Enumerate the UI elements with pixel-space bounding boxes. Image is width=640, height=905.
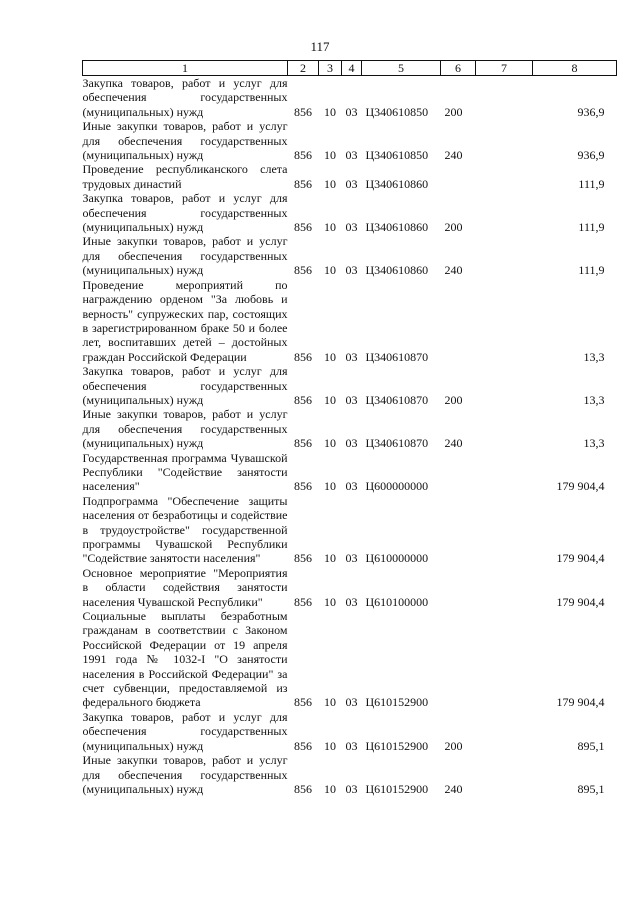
table-row xyxy=(83,191,617,234)
row-expense-type xyxy=(441,609,476,710)
row-target-article: Ц340610870 xyxy=(365,436,429,451)
row-subsection: 03 xyxy=(345,104,358,119)
row-subsection: 03 xyxy=(345,781,358,796)
row-ministry-code: 856 xyxy=(294,695,312,710)
row-name: Закупка товаров, работ и услуг для обеспечения государственных (муниципальных) нужд xyxy=(82,191,288,235)
row-ministry-code: 856 xyxy=(294,349,312,364)
row-target-article: Ц610152900 xyxy=(365,781,429,796)
row-expense-type xyxy=(441,566,476,609)
header-col-1: 1 xyxy=(83,61,288,76)
row-amount: 111,9 xyxy=(578,263,605,278)
row-expense-type: 200 xyxy=(444,220,463,235)
row-section: 10 xyxy=(324,148,336,163)
row-subsection: 03 xyxy=(345,738,358,753)
table-row xyxy=(83,364,617,407)
row-target-article: Ц610152900 xyxy=(365,738,429,753)
row-subsection: 03 xyxy=(345,551,358,566)
row-amount: 936,9 xyxy=(577,148,605,163)
row-amount: 895,1 xyxy=(577,781,605,796)
row-ministry-code: 856 xyxy=(294,104,312,119)
row-amount: 179 904,4 xyxy=(556,594,605,609)
row-target-article: Ц610000000 xyxy=(365,551,429,566)
row-name: Закупка товаров, работ и услуг для обеспечения государственных (муниципальных) нужд xyxy=(82,364,288,407)
row-name: Проведение мероприятий по награждению орденом "За любовь и верность" супружеских пар, состоящих в зарегистрированном браке 50 и более лет, воспитавших детей – достойных граждан Российской Федерации xyxy=(82,277,288,364)
row-amount: 13,3 xyxy=(583,349,605,364)
row-ministry-code: 856 xyxy=(294,148,312,163)
row-ministry-code: 856 xyxy=(294,436,312,451)
header-col-7: 7 xyxy=(476,61,533,76)
row-col-7 xyxy=(476,566,533,609)
header-col-5: 5 xyxy=(362,61,441,76)
row-target-article: Ц340610850 xyxy=(365,104,429,119)
row-col-7 xyxy=(476,364,533,407)
row-section: 10 xyxy=(324,176,336,191)
row-name: Государственная программа Чувашской Республики "Содействие занятости населения" xyxy=(82,450,288,494)
row-target-article: Ц340610870 xyxy=(365,392,429,407)
row-section: 10 xyxy=(324,392,336,407)
budget-table xyxy=(82,60,617,796)
row-ministry-code: 856 xyxy=(294,220,312,235)
row-section: 10 xyxy=(324,594,336,609)
row-col-7 xyxy=(476,407,533,450)
row-target-article: Ц600000000 xyxy=(365,479,429,494)
row-amount: 111,9 xyxy=(578,176,605,191)
row-section: 10 xyxy=(324,738,336,753)
row-target-article: Ц340610860 xyxy=(365,263,429,278)
row-expense-type: 240 xyxy=(444,436,463,451)
row-name: Иные закупки товаров, работ и услуг для обеспечения государственных (муниципальных) нужд xyxy=(82,407,288,451)
row-col-7 xyxy=(476,191,533,234)
row-col-7 xyxy=(476,278,533,364)
row-expense-type: 200 xyxy=(444,392,463,407)
row-expense-type: 240 xyxy=(444,781,463,796)
row-name: Закупка товаров, работ и услуг для обеспечения государственных (муниципальных) нужд xyxy=(82,709,288,753)
row-ministry-code: 856 xyxy=(294,594,312,609)
row-amount: 13,3 xyxy=(583,392,605,407)
row-ministry-code: 856 xyxy=(294,392,312,407)
table-row xyxy=(83,76,617,120)
table-row xyxy=(83,710,617,753)
table-row xyxy=(83,753,617,796)
row-subsection: 03 xyxy=(345,436,358,451)
row-section: 10 xyxy=(324,551,336,566)
row-section: 10 xyxy=(324,349,336,364)
row-amount: 179 904,4 xyxy=(556,551,605,566)
row-amount: 13,3 xyxy=(583,436,605,451)
table-row xyxy=(83,278,617,364)
row-col-7 xyxy=(476,451,533,494)
row-section: 10 xyxy=(324,781,336,796)
row-expense-type xyxy=(441,494,476,566)
table-row xyxy=(83,566,617,609)
row-section: 10 xyxy=(324,263,336,278)
row-subsection: 03 xyxy=(345,594,358,609)
row-section: 10 xyxy=(324,220,336,235)
row-name: Социальные выплаты безработным гражданам в соответствии с Законом Российской Федерации от 19 апреля 1991 года № 1032-I "О занятости населения в Российской Федерации" за счет субвенции, предоставляемой из федерального бюджета xyxy=(82,609,288,710)
row-col-7 xyxy=(476,234,533,277)
header-col-8: 8 xyxy=(533,61,617,76)
row-amount: 895,1 xyxy=(577,738,605,753)
row-expense-type: 200 xyxy=(444,738,463,753)
row-amount: 936,9 xyxy=(577,104,605,119)
row-section: 10 xyxy=(324,436,336,451)
page-number: 117 xyxy=(310,39,330,54)
row-subsection: 03 xyxy=(345,349,358,364)
row-ministry-code: 856 xyxy=(294,551,312,566)
row-expense-type xyxy=(441,278,476,364)
header-col-2: 2 xyxy=(288,61,319,76)
row-target-article: Ц340610850 xyxy=(365,148,429,163)
table-row xyxy=(83,119,617,162)
table-row xyxy=(83,494,617,566)
table-row xyxy=(83,451,617,494)
row-amount: 179 904,4 xyxy=(556,695,605,710)
row-name: Иные закупки товаров, работ и услуг для обеспечения государственных (муниципальных) нужд xyxy=(82,119,288,163)
row-target-article: Ц340610860 xyxy=(365,220,429,235)
row-section: 10 xyxy=(324,479,336,494)
row-ministry-code: 856 xyxy=(294,738,312,753)
row-expense-type xyxy=(441,162,476,191)
row-ministry-code: 856 xyxy=(294,479,312,494)
row-target-article: Ц340610870 xyxy=(365,349,429,364)
table-body xyxy=(83,76,617,797)
row-target-article: Ц340610860 xyxy=(365,176,429,191)
row-name: Основное мероприятие "Мероприятия в области содействия занятости населения Чувашской Республики" xyxy=(82,565,288,609)
row-ministry-code: 856 xyxy=(294,781,312,796)
header-row xyxy=(83,61,617,76)
row-subsection: 03 xyxy=(345,263,358,278)
row-col-7 xyxy=(476,494,533,566)
row-col-7 xyxy=(476,119,533,162)
row-col-7 xyxy=(476,710,533,753)
row-col-7 xyxy=(476,609,533,710)
row-section: 10 xyxy=(324,104,336,119)
row-subsection: 03 xyxy=(345,176,358,191)
row-subsection: 03 xyxy=(345,148,358,163)
row-amount: 179 904,4 xyxy=(556,479,605,494)
row-name: Проведение республиканского слета трудовых династий xyxy=(82,162,288,191)
row-subsection: 03 xyxy=(345,392,358,407)
row-name: Закупка товаров, работ и услуг для обеспечения государственных (муниципальных) нужд xyxy=(82,76,288,119)
row-expense-type xyxy=(441,451,476,494)
table-row xyxy=(83,407,617,450)
header-col-6: 6 xyxy=(441,61,476,76)
row-name: Подпрограмма "Обеспечение защиты населения от безработицы и содействие в трудоустройстве" государственной программы Чувашской Республики "Содействие занятости населения" xyxy=(82,493,288,566)
row-col-7 xyxy=(476,162,533,191)
row-expense-type: 240 xyxy=(444,263,463,278)
row-name: Иные закупки товаров, работ и услуг для обеспечения государственных (муниципальных) нужд xyxy=(82,753,288,796)
row-ministry-code: 856 xyxy=(294,263,312,278)
row-section: 10 xyxy=(324,695,336,710)
row-subsection: 03 xyxy=(345,220,358,235)
table-row xyxy=(83,162,617,191)
row-amount: 111,9 xyxy=(578,220,605,235)
row-expense-type: 240 xyxy=(444,148,463,163)
row-target-article: Ц610152900 xyxy=(365,695,429,710)
table-row xyxy=(83,234,617,277)
row-col-7 xyxy=(476,76,533,120)
table-row xyxy=(83,609,617,710)
row-ministry-code: 856 xyxy=(294,176,312,191)
header-col-4: 4 xyxy=(342,61,362,76)
row-subsection: 03 xyxy=(345,479,358,494)
row-name: Иные закупки товаров, работ и услуг для обеспечения государственных (муниципальных) нужд xyxy=(82,234,288,278)
row-expense-type: 200 xyxy=(444,104,463,119)
table-header xyxy=(83,61,617,76)
row-subsection: 03 xyxy=(345,695,358,710)
header-col-3: 3 xyxy=(319,61,342,76)
row-col-7 xyxy=(476,753,533,796)
row-target-article: Ц610100000 xyxy=(365,594,429,609)
